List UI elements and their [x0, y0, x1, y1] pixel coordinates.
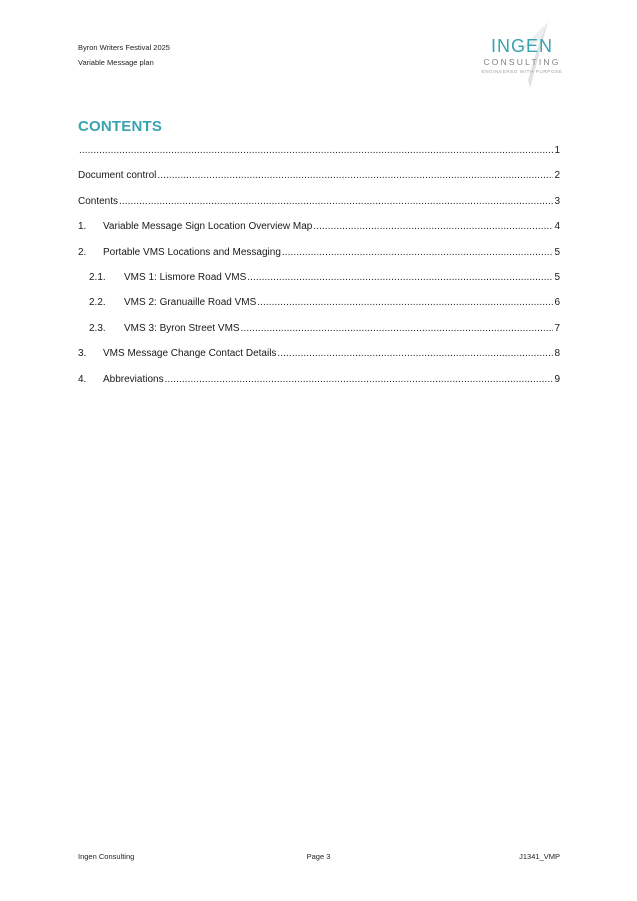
ingen-logo-icon — [472, 22, 572, 88]
toc-entry[interactable] — [78, 145, 560, 170]
footer-company: Ingen Consulting — [78, 852, 135, 861]
toc-entry-section-2-1[interactable] — [78, 272, 560, 297]
toc-page-number: 8 — [554, 348, 560, 360]
table-of-contents — [78, 145, 560, 399]
toc-page-number: 5 — [554, 271, 560, 283]
toc-entry-text: VMS 3: Byron Street VMS — [124, 322, 240, 334]
header-document-title: Variable Message plan — [78, 58, 154, 67]
toc-leader-dots — [277, 348, 553, 359]
toc-leader-dots — [282, 247, 554, 258]
toc-page-number: 9 — [554, 373, 560, 385]
toc-section-number: 2. — [78, 246, 87, 258]
toc-leader-dots — [313, 221, 553, 232]
toc-entry-text: Portable VMS Locations and Messaging — [103, 246, 281, 258]
page-title: CONTENTS — [78, 118, 163, 135]
toc-page-number: 5 — [554, 246, 560, 258]
toc-leader-dots — [165, 374, 554, 385]
toc-section-number: 2.3. — [89, 322, 106, 334]
toc-entry-text: VMS 1: Lismore Road VMS — [124, 271, 247, 283]
toc-leader-dots — [119, 196, 553, 207]
toc-leader-dots — [247, 272, 553, 283]
toc-entry-section-4[interactable] — [78, 374, 560, 399]
logo-subtitle: CONSULTING — [483, 57, 561, 67]
toc-page-number: 1 — [554, 145, 560, 156]
toc-entry-text: VMS 2: Granuaille Road VMS — [124, 297, 257, 309]
toc-entry-text: Document control — [78, 170, 157, 182]
toc-entry-section-2[interactable] — [78, 247, 560, 272]
toc-entry-contents[interactable] — [78, 196, 560, 221]
toc-entry-section-3[interactable] — [78, 348, 560, 373]
toc-section-number: 1. — [78, 221, 87, 233]
page-header — [78, 40, 170, 70]
company-logo — [472, 22, 572, 88]
toc-entry-section-2-2[interactable] — [78, 297, 560, 322]
footer-page-number: Page 3 — [306, 852, 331, 861]
toc-page-number: 6 — [554, 297, 560, 309]
toc-entry-text: VMS Message Change Contact Details — [103, 348, 277, 360]
toc-leader-dots — [241, 323, 554, 334]
toc-section-number: 2.1. — [89, 271, 106, 283]
toc-page-number: 2 — [554, 170, 560, 182]
toc-leader-dots — [257, 297, 553, 308]
toc-section-number: 4. — [78, 373, 87, 385]
header-festival-title: Byron Writers Festival 2025 — [78, 43, 170, 52]
toc-entry-document-control[interactable] — [78, 170, 560, 195]
toc-entry-section-1[interactable] — [78, 221, 560, 246]
toc-page-number: 4 — [554, 221, 560, 233]
toc-section-number: 2.2. — [89, 297, 106, 309]
toc-entry-text: Variable Message Sign Location Overview Map — [103, 221, 313, 233]
toc-entry-section-2-3[interactable] — [78, 323, 560, 348]
logo-tagline: ENGINEERED WITH PURPOSE — [481, 69, 563, 74]
toc-leader-dots — [157, 170, 553, 181]
toc-entry-text: Contents — [78, 195, 119, 207]
toc-section-number: 3. — [78, 348, 87, 360]
toc-entry-text: Abbreviations — [103, 373, 164, 385]
toc-leader-dots — [79, 145, 553, 156]
toc-page-number: 3 — [554, 195, 560, 207]
logo-wordmark: INGEN — [490, 36, 554, 56]
footer-document-code: J1341_VMP — [519, 852, 560, 861]
toc-page-number: 7 — [554, 322, 560, 334]
